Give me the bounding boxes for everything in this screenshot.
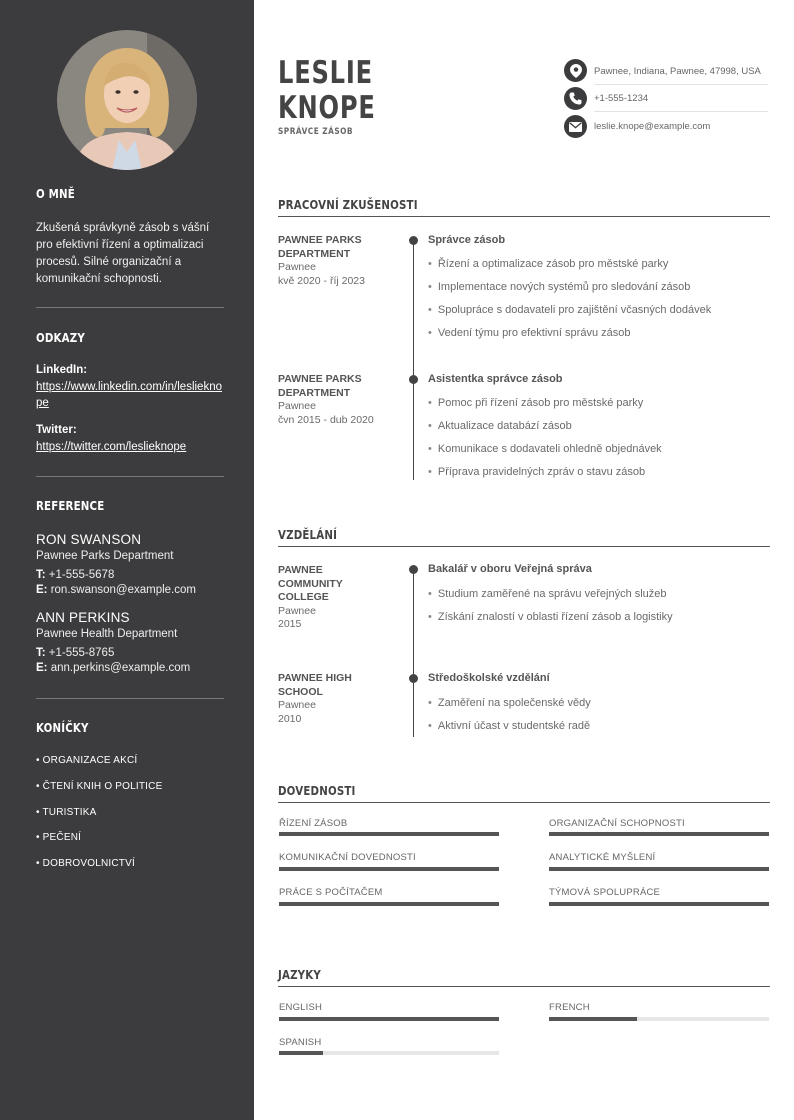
language-bar: [279, 1051, 499, 1055]
language-label: SPANISH: [279, 1037, 322, 1048]
job-bullet: • Implementace nových systémů pro sledování zásob: [428, 281, 690, 293]
education-org: PAWNEE HIGH SCHOOL Pawnee 2010: [278, 672, 352, 725]
divider: [594, 84, 768, 85]
phone-icon: [564, 87, 587, 110]
skill-bar: [279, 867, 499, 871]
language-bar: [549, 1017, 769, 1021]
first-name: LESLIE: [278, 55, 373, 91]
experience-org: PAWNEE PARKS DEPARTMENT Pawnee kvě 2020 - říj 2023: [278, 234, 365, 287]
divider: [36, 476, 224, 477]
job-title: Správce zásob: [428, 234, 506, 246]
education-bullet: • Získání znalostí v oblasti řízení zásob a logistiky: [428, 611, 673, 623]
timeline-dot: [409, 236, 418, 245]
education-bullet: • Zaměření na společenské vědy: [428, 697, 591, 709]
linkedin-link[interactable]: https://www.linkedin.com/in/leslieknope: [36, 381, 222, 409]
skill-bar: [549, 867, 769, 871]
hobby-item: • ORGANIZACE AKCÍ: [36, 755, 138, 766]
languages-heading: JAZYKY: [278, 967, 321, 982]
hobby-item: • PEČENÍ: [36, 832, 82, 843]
job-bullet: • Pomoc při řízení zásob pro městské parky: [428, 397, 643, 409]
language-label: FRENCH: [549, 1002, 590, 1013]
education-bullet: • Aktivní účast v studentské radě: [428, 720, 590, 732]
divider: [36, 307, 224, 308]
reference-phone: T: +1-555-5678: [36, 569, 115, 581]
about-text: Zkušená správkyně zásob s vášní pro efektivní řízení a optimalizaci procesů. Silné organizační a komunikační schopnosti.: [36, 222, 210, 285]
twitter-link[interactable]: https://twitter.com/leslieknope: [36, 441, 187, 453]
reference-email: E: ann.perkins@example.com: [36, 662, 191, 674]
section-divider: [278, 216, 770, 217]
reference-name: RON SWANSON: [36, 532, 142, 547]
email-icon: [564, 115, 587, 138]
section-divider: [278, 546, 770, 547]
timeline-line: [413, 569, 414, 737]
timeline-dot: [409, 674, 418, 683]
skill-bar: [279, 832, 499, 836]
section-divider: [278, 802, 770, 803]
education-heading: VZDĚLÁNÍ: [278, 527, 338, 542]
skill-bar: [549, 832, 769, 836]
timeline-line: [413, 240, 414, 480]
reference-phone: T: +1-555-8765: [36, 647, 115, 659]
profile-photo: [57, 30, 197, 170]
job-bullet: • Řízení a optimalizace zásob pro městské parky: [428, 258, 668, 270]
divider: [594, 111, 768, 112]
contact-address: Pawnee, Indiana, Pawnee, 47998, USA: [594, 66, 761, 77]
references-heading: REFERENCE: [36, 498, 105, 513]
skill-bar: [279, 902, 499, 906]
contact-email[interactable]: leslie.knope@example.com: [594, 121, 711, 132]
job-bullet: • Spolupráce s dodavateli pro zajištění včasných dodávek: [428, 304, 711, 316]
skill-label: KOMUNIKAČNÍ DOVEDNOSTI: [279, 852, 416, 863]
job-bullet: • Komunikace s dodavateli ohledně objednávek: [428, 443, 662, 455]
twitter-label: Twitter:: [36, 424, 77, 436]
reference-name: ANN PERKINS: [36, 610, 130, 625]
contact-phone: +1-555-1234: [594, 93, 649, 104]
reference-org: Pawnee Health Department: [36, 628, 178, 640]
about-heading: O MNĚ: [36, 186, 75, 201]
skills-heading: DOVEDNOSTI: [278, 783, 356, 798]
section-divider: [278, 986, 770, 987]
timeline-dot: [409, 375, 418, 384]
skill-label: ORGANIZAČNÍ SCHOPNOSTI: [549, 818, 685, 829]
skill-label: ŘÍZENÍ ZÁSOB: [279, 818, 348, 829]
skill-label: TÝMOVÁ SPOLUPRÁCE: [549, 887, 661, 898]
degree-title: Bakalář v oboru Veřejná správa: [428, 563, 592, 575]
degree-title: Středoškolské vzdělání: [428, 672, 550, 684]
timeline-dot: [409, 565, 418, 574]
reference-org: Pawnee Parks Department: [36, 550, 174, 562]
divider: [36, 698, 224, 699]
hobby-item: • DOBROVOLNICTVÍ: [36, 858, 135, 869]
job-bullet: • Vedení týmu pro efektivní správu zásob: [428, 327, 630, 339]
skill-label: ANALYTICKÉ MYŠLENÍ: [549, 852, 656, 863]
education-org: PAWNEE COMMUNITY COLLEGE Pawnee 2015: [278, 564, 343, 630]
job-bullet: • Příprava pravidelných zpráv o stavu zásob: [428, 466, 645, 478]
skill-label: PRÁCE S POČÍTAČEM: [279, 887, 383, 898]
last-name: KNOPE: [278, 90, 376, 126]
links-heading: ODKAZY: [36, 330, 85, 345]
hobby-item: • TURISTIKA: [36, 807, 97, 818]
job-role: SPRÁVCE ZÁSOB: [278, 127, 354, 137]
job-title: Asistentka správce zásob: [428, 373, 563, 385]
skill-bar: [549, 902, 769, 906]
education-bullet: • Studium zaměřené na správu veřejných služeb: [428, 588, 667, 600]
language-bar: [279, 1017, 499, 1021]
hobbies-heading: KONÍČKY: [36, 720, 89, 735]
experience-org: PAWNEE PARKS DEPARTMENT Pawnee čvn 2015 - dub 2020: [278, 373, 374, 426]
job-bullet: • Aktualizace databází zásob: [428, 420, 572, 432]
hobby-item: • ČTENÍ KNIH O POLITICE: [36, 781, 163, 792]
language-label: ENGLISH: [279, 1002, 323, 1013]
location-pin-icon: [564, 59, 587, 82]
reference-email: E: ron.swanson@example.com: [36, 584, 196, 596]
experience-heading: PRACOVNÍ ZKUŠENOSTI: [278, 197, 418, 212]
linkedin-label: LinkedIn:: [36, 364, 88, 376]
